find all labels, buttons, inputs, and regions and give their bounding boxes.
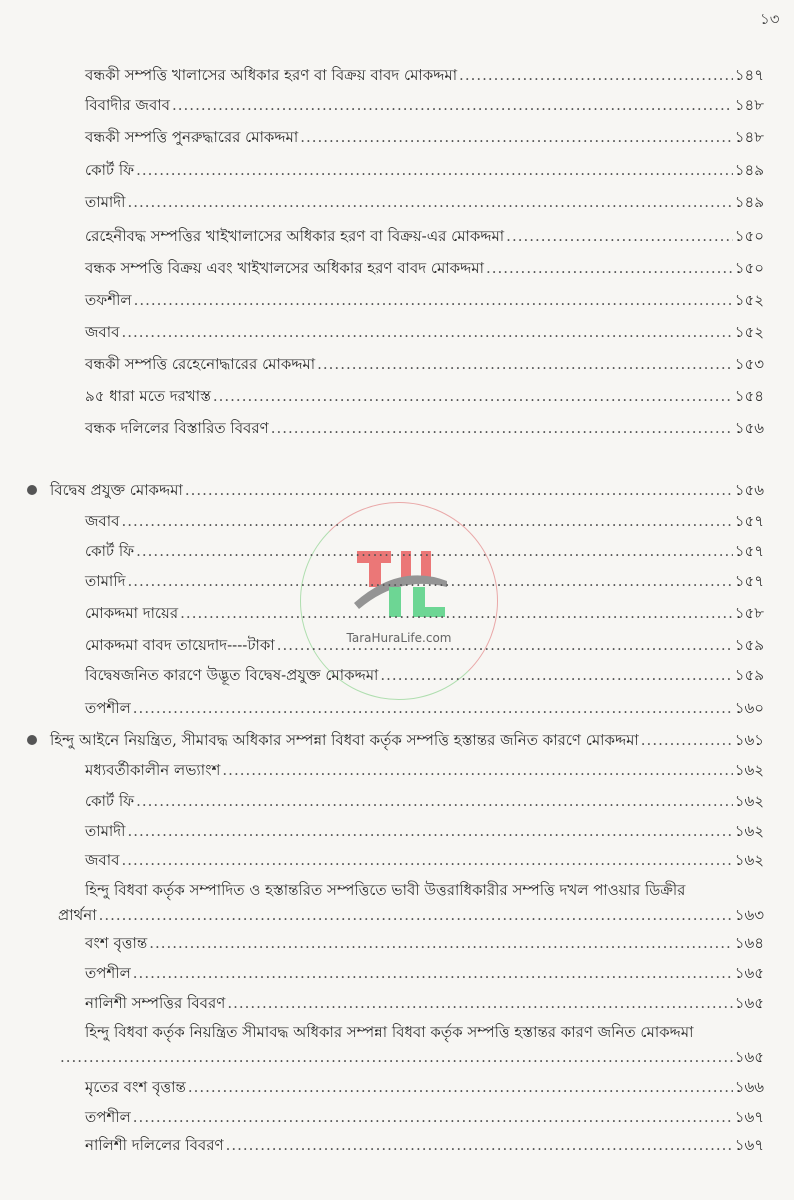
dot-leader [60, 1047, 733, 1067]
dot-leader [277, 635, 733, 655]
toc-entry[interactable] [85, 386, 764, 406]
toc-page-number: ১৬০ [734, 699, 764, 717]
toc-entry[interactable] [85, 850, 764, 870]
toc-page-number: ১৫৩ [734, 355, 764, 373]
dot-leader [641, 730, 733, 750]
toc-entry-label: তামাদী [85, 193, 126, 211]
toc-page-number: ১৫৬ [734, 481, 764, 499]
dot-leader [133, 963, 733, 983]
toc-page-number: ১৫৭ [734, 542, 764, 560]
toc-entry-label: হিন্দু আইনে নিয়ন্ত্রিত, সীমাবদ্ধ অধিকার সম্পন্না বিধবা কর্তৃক সম্পত্তি হস্তান্তর জনিত কারণে মোকদ্দমা [50, 731, 639, 749]
dot-leader [127, 571, 732, 591]
toc-page-number: ১৫২ [734, 291, 764, 309]
watermark-site: TaraHuraLife.com [346, 631, 452, 645]
toc-page-number: ১৬২ [734, 822, 764, 840]
dot-leader [185, 480, 733, 500]
toc-entry[interactable] [85, 418, 764, 438]
dot-leader [300, 127, 733, 147]
dot-leader [136, 160, 733, 180]
dot-leader [222, 760, 732, 780]
toc-entry[interactable] [85, 635, 764, 655]
toc-entry-label: তামাদী [85, 822, 126, 840]
bullet-icon [27, 735, 37, 745]
toc-entry[interactable] [85, 571, 764, 591]
toc-entry-label: হিন্দু বিধবা কর্তৃক সম্পাদিত ও হস্তান্তরিত সম্পত্তিতে ভাবী উত্তরাধিকারীর সম্পত্তি দখল পাওয়ার ডিক্রীর [85, 881, 686, 899]
toc-entry[interactable] [85, 290, 764, 310]
toc-page-number: ১৬৪ [734, 934, 764, 952]
toc-entry[interactable] [85, 993, 764, 1013]
toc-entry-label: তপশীল [85, 964, 131, 982]
dot-leader [380, 665, 732, 685]
toc-entry[interactable] [85, 665, 764, 685]
dot-leader [180, 603, 733, 623]
toc-page-number: ১৬৭ [734, 1136, 764, 1154]
toc-entry-label: বন্ধক সম্পত্তি বিক্রয় এবং খাইখালসের অধিকার হরণ বাবদ মোকদ্দমা [85, 259, 484, 277]
toc-entry[interactable] [85, 933, 764, 953]
toc-entry[interactable] [85, 226, 764, 246]
toc-page-number: ১৬৫ [734, 1048, 764, 1066]
toc-entry[interactable] [85, 127, 764, 147]
toc-entry-label: হিন্দু বিধবা কর্তৃক নিয়ন্ত্রিত সীমাবদ্ধ অধিকার সম্পন্না বিধবা কর্তৃক সম্পত্তি হস্তান্তর কারণ জনিত মোকদ্দমা [85, 1023, 694, 1041]
toc-entry-label: বন্ধকী সম্পত্তি খালাসের অধিকার হরণ বা বিক্রয় বাবদ মোকদ্দমা [85, 66, 458, 84]
toc-entry[interactable] [85, 192, 764, 212]
toc-entry[interactable] [85, 791, 764, 811]
toc-page-number: ১৫০ [734, 227, 764, 245]
dot-leader [121, 511, 732, 531]
toc-entry-label: ৯৫ ধারা মতে দরখাস্ত [85, 387, 211, 405]
toc-entry-label: মোকদ্দমা বাবদ তায়েদাদ----টাকা [85, 636, 275, 654]
toc-entry[interactable] [85, 258, 764, 278]
toc-entry[interactable] [85, 322, 764, 342]
dot-leader [317, 354, 733, 374]
toc-page-number: ১৪৭ [734, 66, 764, 84]
toc-entry[interactable] [58, 905, 764, 925]
toc-page-number: ১৫০ [734, 259, 764, 277]
toc-entry-label: কোর্ট ফি [85, 792, 135, 810]
toc-entry[interactable] [85, 65, 764, 85]
dot-leader [133, 1107, 733, 1127]
toc-entry[interactable] [58, 1047, 764, 1067]
toc-page-number: ১৪৮ [734, 96, 764, 114]
dot-leader [133, 698, 733, 718]
dot-leader [136, 791, 733, 811]
toc-page-number: ১৬৬ [734, 1078, 764, 1096]
toc-page-number: ১৬১ [734, 731, 764, 749]
dot-leader [271, 418, 733, 438]
dot-leader [227, 993, 732, 1013]
toc-entry-label: বিদ্বেষজনিত কারণে উদ্ভূত বিদ্বেষ-প্রযুক্ত মোকদ্দমা [85, 666, 379, 684]
toc-page-number: ১৪৯ [734, 193, 764, 211]
toc-entry[interactable] [85, 603, 764, 623]
toc-entry-label: রেহেনীবদ্ধ সম্পত্তির খাইখালাসের অধিকার হরণ বা বিক্রয়-এর মোকদ্দমা [85, 227, 505, 245]
toc-entry-label: নালিশী দলিলের বিবরণ [85, 1136, 224, 1154]
toc-entry-label: বিবাদীর জবাব [85, 96, 170, 114]
toc-page-number: ১৫৭ [734, 512, 764, 530]
toc-page-number: ১৬৭ [734, 1108, 764, 1126]
toc-entry-label: কোর্ট ফি [85, 161, 135, 179]
toc-page-number: ১৫২ [734, 323, 764, 341]
dot-leader [213, 386, 733, 406]
toc-entry-label: বিদ্বেষ প্রযুক্ত মোকদ্দমা [50, 481, 183, 499]
dot-leader [172, 95, 733, 115]
toc-page-number: ১৪৮ [734, 128, 764, 146]
toc-page-number: ১৬২ [734, 851, 764, 869]
dot-leader [134, 290, 733, 310]
toc-entry-label: বন্ধকী সম্পত্তি রেহেনোদ্ধারের মোকদ্দমা [85, 355, 316, 373]
toc-entry-label: তপশীল [85, 699, 131, 717]
toc-section-heading[interactable] [50, 730, 764, 750]
toc-page-number: ১৫৮ [734, 604, 764, 622]
toc-entry[interactable] [85, 160, 764, 180]
toc-entry[interactable] [85, 760, 764, 780]
toc-entry-label: মধ্যবর্তীকালীন লভ্যাংশ [85, 761, 221, 779]
dot-leader [459, 65, 733, 85]
dot-leader [486, 258, 733, 278]
page-number: ১৩ [760, 10, 780, 28]
toc-page-number: ১৫৬ [734, 419, 764, 437]
dot-leader [121, 850, 732, 870]
toc-entry[interactable] [85, 963, 764, 983]
toc-entry-label: জবাব [85, 323, 120, 341]
toc-entry-label: জবাব [85, 851, 120, 869]
toc-entry-label: মৃতের বংশ বৃত্তান্ত [85, 1078, 186, 1096]
toc-entry[interactable] [85, 698, 764, 718]
toc-entry[interactable] [85, 354, 764, 374]
toc-entry[interactable] [85, 1077, 764, 1097]
toc-entry-label: কোর্ট ফি [85, 542, 135, 560]
toc-entry-label: প্রার্থনা [58, 906, 97, 924]
toc-page-number: ১৬৫ [734, 964, 764, 982]
dot-leader [136, 541, 733, 561]
toc-page-number: ১৪৯ [734, 161, 764, 179]
toc-entry[interactable] [85, 1135, 764, 1155]
toc-section-heading[interactable] [50, 480, 764, 500]
toc-entry[interactable] [85, 1107, 764, 1127]
toc-entry[interactable] [85, 95, 764, 115]
toc-entry[interactable] [85, 541, 764, 561]
toc-page-number: ১৬২ [734, 761, 764, 779]
dot-leader [149, 933, 733, 953]
dot-leader [121, 322, 732, 342]
toc-page-number: ১৬৩ [734, 906, 764, 924]
dot-leader [127, 192, 732, 212]
toc-entry-label: মোকদ্দমা দায়ের [85, 604, 179, 622]
toc-entry-label: বন্ধকী সম্পত্তি পুনরুদ্ধারের মোকদ্দমা [85, 128, 299, 146]
toc-entry-label: বংশ বৃত্তান্ত [85, 934, 148, 952]
toc-entry-label: তফশীল [85, 291, 132, 309]
dot-leader [99, 905, 733, 925]
toc-page-number: ১৬৫ [734, 994, 764, 1012]
dot-leader [127, 821, 732, 841]
toc-entry-label: নালিশী সম্পত্তির বিবরণ [85, 994, 226, 1012]
toc-entry[interactable] [85, 821, 764, 841]
toc-entry-label: তামাদি [85, 572, 126, 590]
toc-page-number: ১৫৭ [734, 572, 764, 590]
toc-entry-label: বন্ধক দলিলের বিস্তারিত বিবরণ [85, 419, 269, 437]
dot-leader [226, 1135, 733, 1155]
bullet-icon [27, 485, 37, 495]
dot-leader [506, 226, 733, 246]
toc-entry-label: জবাব [85, 512, 120, 530]
toc-page-number: ১৬২ [734, 792, 764, 810]
toc-entry[interactable] [85, 511, 764, 531]
toc-page-number: ১৫৯ [734, 636, 764, 654]
toc-page-number: ১৫৯ [734, 666, 764, 684]
toc-page-number: ১৫৪ [734, 387, 764, 405]
toc-entry-label: তপশীল [85, 1108, 131, 1126]
dot-leader [188, 1077, 733, 1097]
